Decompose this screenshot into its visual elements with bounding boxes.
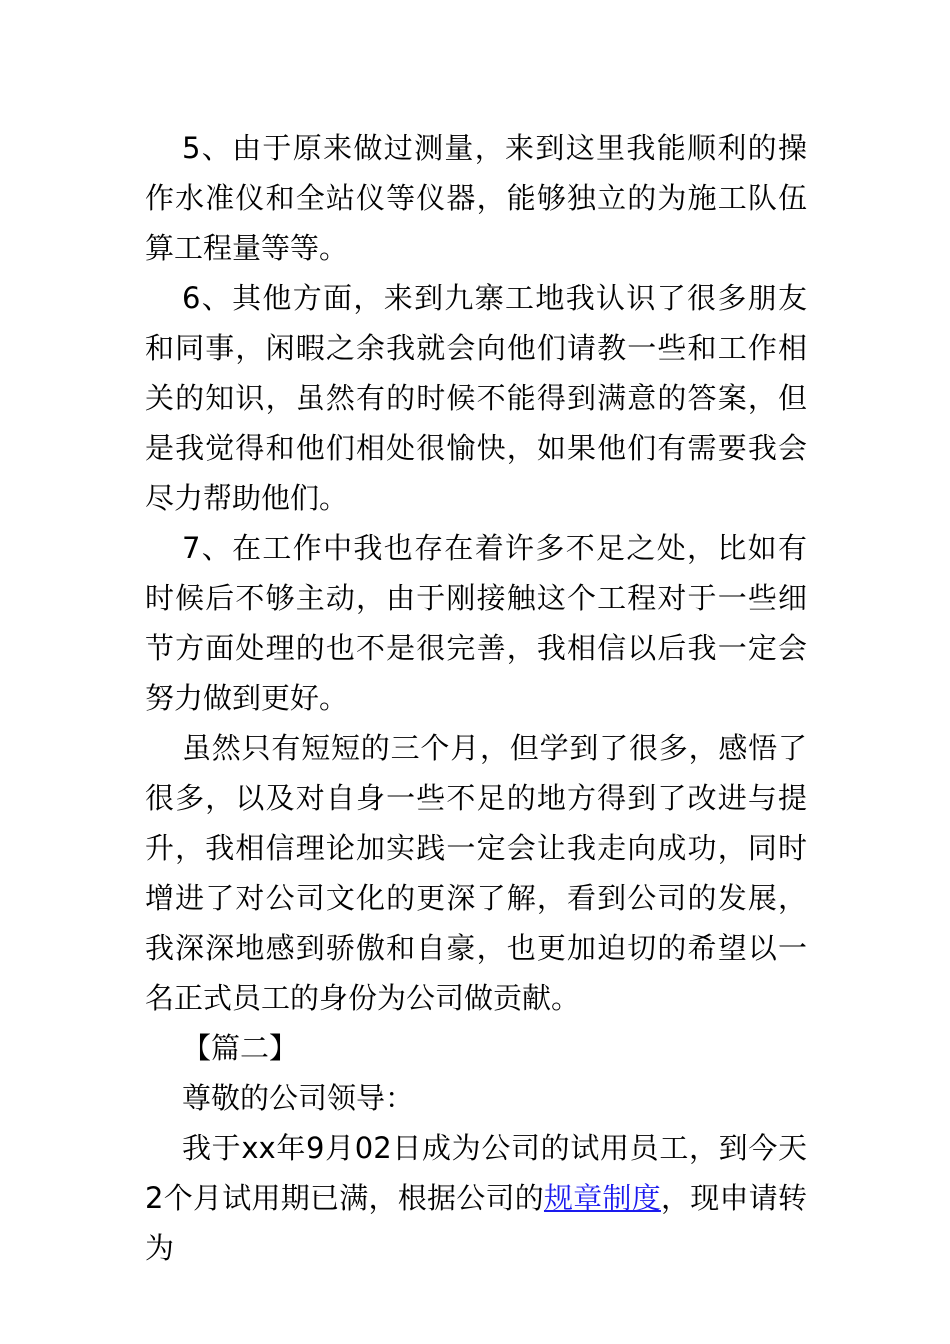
paragraph-7: 7、在工作中我也存在着许多不足之处，比如有时候后不够主动，由于刚接触这个工程对于一些细节方面处理的也不是很完善，我相信以后我一定会努力做到更好。 xyxy=(145,531,807,715)
paragraph-application xyxy=(145,1123,807,1273)
section-heading: 【篇二】 xyxy=(182,1031,299,1065)
salutation: 尊敬的公司领导： xyxy=(182,1081,415,1115)
document-body xyxy=(145,123,807,1273)
regulations-link[interactable]: 规章制度 xyxy=(543,1181,661,1215)
paragraph-5: 5、由于原来做过测量，来到这里我能顺利的操作水准仪和全站仪等仪器，能够独立的为施工队伍算工程量等等。 xyxy=(145,131,807,265)
paragraph-6: 6、其他方面，来到九寨工地我认识了很多朋友和同事，闲暇之余我就会向他们请教一些和工作相关的知识，虽然有的时候不能得到满意的答案，但是我觉得和他们相处很愉快，如果他们有需要我会尽力帮助他们。 xyxy=(145,281,807,515)
application-text-start: 我于xx年9月02日成为公司的试用员工，到今天2个月试用期已满，根据公司的 xyxy=(145,1131,807,1215)
paragraph-summary: 虽然只有短短的三个月，但学到了很多，感悟了很多，以及对自身一些不足的地方得到了改进与提升，我相信理论加实践一定会让我走向成功，同时增进了对公司文化的更深了解，看到公司的发展，我深深地感到骄傲和自豪，也更加迫切的希望以一名正式员工的身份为公司做贡献。 xyxy=(145,731,807,1015)
application-text-end: ，现申请转为 xyxy=(145,1181,807,1265)
